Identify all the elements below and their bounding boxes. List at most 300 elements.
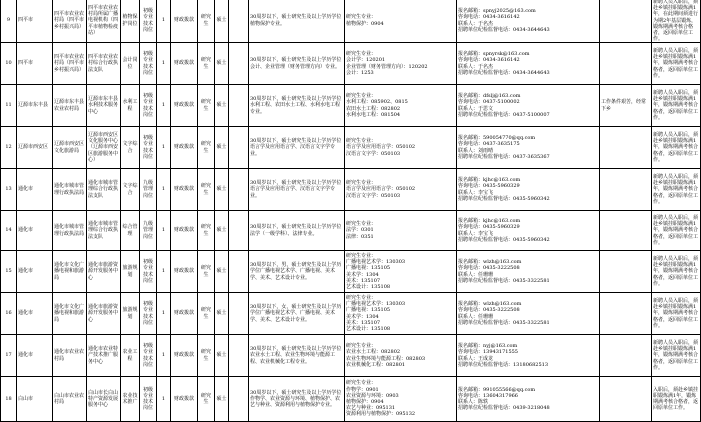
region-cell	[17, 169, 53, 211]
unit-cell-text: 通化市城市管理行政执法局	[54, 224, 85, 237]
education-cell	[198, 335, 215, 377]
major-cell-line: 艺术设计：135108	[346, 325, 391, 332]
requirement-cell-text: 30周岁以下，硕士研究生及以上学历学位法学（一级学科）、法律专业。	[250, 224, 342, 237]
major-cell-line: 植物保护：0904	[346, 399, 384, 405]
contact-cell-line: 联系人：于名杰	[458, 63, 494, 70]
region-cell-text: 白山市	[18, 395, 34, 402]
contact-cell-line: 联系人：任珊珊	[458, 271, 494, 278]
region-cell	[17, 43, 53, 85]
major-cell-line: 美术：135107	[346, 319, 381, 326]
contact-cell-line: 报名邮箱：kjhc@163.com	[458, 177, 521, 184]
contact-cell	[457, 335, 600, 377]
contact-cell-line: 联系人：于思文	[458, 105, 494, 112]
major-cell-line: 法律：0351	[346, 233, 374, 240]
remark-cell	[600, 211, 652, 251]
office-cell-text: 辽源市西安区文化服务中心（辽源市西安区旅游服务中心）	[88, 131, 119, 163]
row-number-text: 17	[5, 352, 12, 359]
table-row	[1, 169, 701, 211]
major-cell	[345, 377, 457, 422]
position-cell	[121, 127, 140, 169]
row-number	[1, 0, 17, 43]
row-number-text: 9	[6, 17, 11, 24]
degree-cell-text: 硕士	[216, 268, 227, 275]
major-cell	[345, 335, 457, 377]
region-cell	[17, 293, 53, 335]
contact-cell-line: 联系人：刘雨晴	[458, 147, 494, 154]
funding-cell	[171, 211, 198, 251]
position-cell-text: 文字综合	[122, 141, 138, 154]
funding-cell-text: 财政拨款	[173, 395, 194, 402]
major-cell-line: 研究生专业：	[346, 252, 377, 259]
major-cell-line: 研究生专业：	[346, 294, 377, 301]
requirement-cell-text: 30周岁以下，硕士研究生及以上学历学位语言学及应用语言学、汉语言文字学专业。	[250, 138, 342, 157]
row-number-text: 10	[5, 60, 12, 67]
row-number-text: 18	[5, 395, 12, 402]
contact-cell-line: 招聘单位纪检监督电话：0434-3644643	[458, 69, 550, 76]
contact-cell-line: 招聘单位纪检监督电话：0435-5960342	[458, 195, 550, 202]
funding-cell-text: 财政拨款	[173, 60, 194, 67]
row-number-text: 15	[5, 268, 12, 275]
office-cell	[87, 0, 121, 43]
count-cell-text: 1	[161, 60, 166, 67]
blank-cell	[229, 293, 249, 335]
contact-cell-line: 咨询电话：0435-5960329	[458, 224, 520, 231]
unit-cell	[53, 85, 87, 127]
contact-cell-line: 联系人：陈轶	[458, 399, 489, 405]
contact-cell-line: 报名邮箱：spnyrsk@163.com	[458, 51, 530, 58]
contact-cell-line: 报名邮箱：dfslj@163.com	[458, 93, 521, 100]
degree-cell-text: 硕士	[216, 352, 227, 359]
position-cell-text: 会计岗位	[122, 57, 138, 70]
degree-cell	[215, 335, 229, 377]
unit-cell-text: 通化市文化广播电视和旅游局	[54, 304, 85, 323]
education-cell	[198, 251, 215, 293]
funding-cell	[171, 293, 198, 335]
funding-cell	[171, 335, 198, 377]
row-number	[1, 85, 17, 127]
contact-cell-line: 报名邮箱：590054770@qq.com	[458, 135, 536, 142]
major-cell	[345, 0, 457, 43]
position-cell-text: 农业工程	[122, 349, 138, 362]
requirement-cell-text: 30周岁以下，男，硕士研究生及以上学历学位广播电视艺术学、广播电视、美术学、美术、艺术设计专业。	[250, 262, 342, 281]
education-cell	[198, 43, 215, 85]
contact-cell-line: 报名邮箱：kjhc@163.com	[458, 218, 521, 225]
major-cell	[345, 251, 457, 293]
row-number	[1, 251, 17, 293]
position-cell	[121, 251, 140, 293]
contact-cell	[457, 293, 600, 335]
contact-cell-line: 联系人：王成龙	[458, 355, 494, 362]
contact-cell-line: 报名邮箱：991055566@qq.com	[458, 386, 536, 393]
count-cell	[157, 377, 171, 422]
funding-cell	[171, 377, 198, 422]
degree-cell-text: 硕士	[216, 144, 227, 151]
unit-cell	[53, 377, 87, 422]
education-cell	[198, 377, 215, 422]
degree-cell	[215, 251, 229, 293]
contact-cell-line: 咨询电话：0437-5100002	[458, 99, 520, 106]
funding-cell-text: 财政拨款	[173, 144, 194, 151]
contact-cell-line: 咨询电话：0435-3222508	[458, 307, 520, 314]
office-cell-text: 通化市城市管理综合行政执法支队	[88, 221, 119, 240]
blank-cell	[229, 127, 249, 169]
funding-cell-text: 财政拨款	[173, 102, 194, 109]
major-cell-line: 汉语言文字学：050103	[346, 150, 401, 157]
major-cell-line: 企业管理（财务管理方向）：120202	[346, 63, 428, 70]
table-row	[1, 0, 701, 43]
region-cell-text: 辽源市东丰县	[18, 102, 49, 109]
table-row	[1, 293, 701, 335]
major-cell	[345, 211, 457, 251]
region-cell-text: 通化市	[18, 310, 34, 317]
remark-cell-text: 工作条件艰苦，经常下乡	[601, 99, 647, 112]
region-cell-text: 四平市	[18, 60, 34, 67]
level-cell-text: 初级专业技术岗位	[142, 135, 153, 160]
office-cell	[87, 85, 121, 127]
education-cell-text: 研究生	[200, 99, 211, 112]
row-number	[1, 293, 17, 335]
region-cell	[17, 211, 53, 251]
unit-cell-text: 四平市农业农村局（四平市乡村振兴局）	[54, 54, 85, 73]
table-row	[1, 377, 701, 422]
education-cell-text: 研究生	[200, 392, 211, 405]
note-cell	[652, 293, 701, 335]
funding-cell-text: 财政拨款	[173, 186, 194, 193]
count-cell	[157, 85, 171, 127]
note-cell	[652, 43, 701, 85]
degree-cell-text: 硕士	[216, 17, 227, 24]
level-cell-text: 九级管理岗位	[142, 180, 153, 199]
major-cell-line: 研究生专业：	[346, 343, 377, 350]
contact-cell	[457, 127, 600, 169]
contact-cell-line: 招聘单位纪检监督电话：13180682513	[458, 361, 548, 368]
level-cell-text: 初级专业技术岗位	[142, 259, 153, 284]
degree-cell	[215, 127, 229, 169]
education-cell-text: 研究生	[200, 57, 211, 70]
level-cell	[140, 251, 157, 293]
region-cell	[17, 377, 53, 422]
unit-cell-text: 通化市文化广播电视和旅游局	[54, 262, 85, 281]
note-cell-text: 入职后，须赴乡镇挂职锻炼满1年，锻炼期满考核合格者，返回原单位工作。	[653, 386, 699, 412]
position-cell	[121, 43, 140, 85]
region-cell-text: 通化市	[18, 227, 34, 234]
remark-cell	[600, 169, 652, 211]
major-cell-line: 研究生专业：	[346, 380, 377, 387]
unit-cell-text: 辽源市西安区文化旅游局	[54, 141, 85, 154]
unit-cell	[53, 335, 87, 377]
office-cell	[87, 377, 121, 422]
major-cell-line: 广播电视艺术学：130303	[346, 259, 406, 266]
funding-cell	[171, 169, 198, 211]
education-cell	[198, 293, 215, 335]
region-cell	[17, 335, 53, 377]
degree-cell	[215, 85, 229, 127]
contact-cell	[457, 169, 600, 211]
note-cell-text: 新聘人员入职后，须赴乡镇挂职锻炼满1年，锻炼期满考核合格者，返回原单位工作。	[653, 214, 699, 246]
unit-cell-text: 四平市农业农村局（四平市乡村振兴局）	[54, 11, 85, 30]
major-cell-line: 农业机械化工程：082801	[346, 361, 406, 368]
unit-cell	[53, 293, 87, 335]
note-cell-text: 新聘人员入职后，须赴乡镇挂职锻炼满1年，锻炼期满考核合格者，返回原单位工作。	[653, 339, 699, 371]
region-cell-text: 通化市	[18, 268, 34, 275]
position-cell	[121, 85, 140, 127]
office-cell-text: 通化市农业特产技术推广服务中心	[88, 346, 119, 365]
major-cell-line: 资源利用与植物保护：095132	[346, 411, 416, 418]
note-cell-text: 新聘人员入职后，须赴乡镇挂职锻炼满1年，锻炼期满考核合格者，返回原单位工作。	[653, 47, 699, 79]
requirement-cell	[249, 251, 345, 293]
contact-cell-line: 报名邮箱：wlzh@163.com	[458, 259, 522, 266]
funding-cell	[171, 85, 198, 127]
education-cell-text: 研究生	[200, 14, 211, 27]
position-cell	[121, 169, 140, 211]
region-cell-text: 四平市	[18, 17, 34, 24]
office-cell-text: 四平市农业农村综合行政执法支队	[88, 54, 119, 73]
education-cell	[198, 127, 215, 169]
education-cell-text: 研究生	[200, 183, 211, 196]
table-row	[1, 43, 701, 85]
count-cell-text: 1	[161, 102, 166, 109]
major-cell-line: 美术：135107	[346, 277, 381, 284]
region-cell	[17, 251, 53, 293]
unit-cell-text: 白山市农业农村局	[54, 392, 85, 405]
position-cell-text: 旅游规划	[122, 307, 138, 320]
contact-cell-line: 咨询电话：0437-3635175	[458, 141, 520, 148]
education-cell-text: 研究生	[200, 224, 211, 237]
level-cell	[140, 293, 157, 335]
count-cell	[157, 335, 171, 377]
count-cell	[157, 127, 171, 169]
contact-cell-line: 报名邮箱：wlzh@163.com	[458, 301, 522, 308]
contact-cell-line: 联系人：于名杰	[458, 20, 494, 27]
major-cell-line: 美术学：1304	[346, 271, 379, 278]
education-cell-text: 研究生	[200, 265, 211, 278]
contact-cell-line: 报名邮箱：spnyj2025@163.com	[458, 8, 536, 15]
level-cell	[140, 0, 157, 43]
level-cell-text: 九级管理岗位	[142, 221, 153, 240]
blank-cell	[229, 0, 249, 43]
major-cell-line: 广播电视艺术学：130303	[346, 301, 406, 308]
region-cell	[17, 85, 53, 127]
degree-cell	[215, 43, 229, 85]
contact-cell-line: 联系人：李宝飞	[458, 230, 494, 237]
level-cell	[140, 85, 157, 127]
funding-cell	[171, 0, 198, 43]
remark-cell	[600, 43, 652, 85]
level-cell-text: 初级专业技术岗位	[142, 301, 153, 326]
degree-cell	[215, 293, 229, 335]
degree-cell-text: 硕士	[216, 395, 227, 402]
count-cell	[157, 43, 171, 85]
note-cell-text: 新聘人员入职后，须赴乡镇挂职锻炼满1年，锻炼期满考核合格者，返回原单位工作。	[653, 297, 699, 329]
unit-cell	[53, 251, 87, 293]
region-cell-text: 通化市	[18, 186, 34, 193]
blank-cell	[229, 169, 249, 211]
education-cell	[198, 169, 215, 211]
table-row	[1, 85, 701, 127]
major-cell-line: 农业资源与环境：0903	[346, 392, 399, 399]
row-number	[1, 127, 17, 169]
row-number	[1, 377, 17, 422]
level-cell-text: 初级专业技术岗位	[142, 343, 153, 368]
count-cell-text: 1	[161, 17, 166, 24]
major-cell-line: 农业生物环境与能源工程：082803	[346, 355, 426, 362]
contact-cell	[457, 43, 600, 85]
major-cell-line: 研究生专业：	[346, 180, 377, 187]
count-cell-text: 1	[161, 227, 166, 234]
unit-cell-text: 通化市农业农村局	[54, 349, 85, 362]
level-cell	[140, 211, 157, 251]
funding-cell	[171, 127, 198, 169]
degree-cell	[215, 377, 229, 422]
position-cell-text: 文字综合	[122, 183, 138, 196]
degree-cell-text: 硕士	[216, 227, 227, 234]
major-cell-line: 会计：1253	[346, 69, 374, 76]
count-cell	[157, 211, 171, 251]
contact-cell-line: 咨询电话：13943171555	[458, 349, 518, 356]
contact-cell-line: 咨询电话：0435-3222508	[458, 265, 520, 272]
count-cell-text: 1	[161, 186, 166, 193]
note-cell-text: 新聘人员入职后，须赴乡镇挂职锻炼满1年，锻炼期满考核合格者，返回原单位工作。	[653, 173, 699, 205]
contact-cell-line: 招聘单位纪检监督电话：0437-5100007	[458, 111, 550, 118]
level-cell-text: 初级专业技术岗位	[142, 93, 153, 118]
contact-cell-line: 招聘单位纪检监督电话：0435-3322581	[458, 319, 550, 326]
office-cell-text: 通化市旅游资源开发服务中心	[88, 262, 119, 281]
blank-cell	[229, 85, 249, 127]
note-cell-text: 新聘人员入职后，须赴乡镇挂职锻炼满1年，锻炼期满考核合格者，返回原单位工作。	[653, 255, 699, 287]
unit-cell	[53, 0, 87, 43]
position-cell-text: 旅游规划	[122, 265, 138, 278]
education-cell-text: 研究生	[200, 141, 211, 154]
degree-cell	[215, 169, 229, 211]
major-cell-line: 农田水土工程：082802	[346, 105, 401, 112]
funding-cell-text: 财政拨款	[173, 352, 194, 359]
major-cell-line: 研究生专业：	[346, 93, 377, 100]
requirement-cell	[249, 85, 345, 127]
contact-cell-line: 招聘单位纪检监督电话：0435-5960342	[458, 236, 550, 243]
contact-cell-line: 招聘单位纪检监督电话：0437-3635367	[458, 153, 550, 160]
unit-cell-text: 通化市城市管理行政执法局	[54, 183, 85, 196]
position-cell-text: 植物保护岗位	[122, 14, 138, 27]
position-cell	[121, 377, 140, 422]
requirement-cell	[249, 43, 345, 85]
note-cell	[652, 251, 701, 293]
office-cell	[87, 169, 121, 211]
row-number	[1, 43, 17, 85]
remark-cell	[600, 335, 652, 377]
degree-cell-text: 硕士	[216, 60, 227, 67]
office-cell	[87, 251, 121, 293]
position-cell	[121, 211, 140, 251]
requirement-cell-text: 30周岁以下，硕士研究生及以上学历学位农业水土工程、农业生物环境与能源工程、农业机械化工程专业。	[250, 346, 342, 365]
note-cell	[652, 169, 701, 211]
major-cell-line: 研究生专业：	[346, 51, 377, 58]
note-cell	[652, 377, 701, 422]
contact-cell-line: 咨询电话：0435-5960329	[458, 183, 520, 190]
major-cell-line: 语言学及应用语言学：050102	[346, 186, 416, 193]
major-cell-line: 广播电视：135105	[346, 265, 391, 272]
requirement-cell-text: 30周岁以下，硕士研究生及以上学历学位作物学、农业资源与环境、植物保护、农艺与种业、资源利用与植物保护专业。	[250, 389, 342, 409]
education-cell-text: 研究生	[200, 349, 211, 362]
position-cell	[121, 0, 140, 43]
office-cell-text: 白山市长白山特产资源发展服务中心	[88, 389, 119, 409]
blank-cell	[229, 211, 249, 251]
level-cell	[140, 127, 157, 169]
note-cell	[652, 85, 701, 127]
major-cell-line: 汉语言文字学：050103	[346, 192, 401, 199]
count-cell-text: 1	[161, 268, 166, 275]
major-cell-line: 研究生专业：	[346, 14, 377, 21]
remark-cell	[600, 85, 652, 127]
office-cell	[87, 127, 121, 169]
major-cell-line: 会计学：120201	[346, 57, 386, 64]
major-cell	[345, 43, 457, 85]
row-number	[1, 335, 17, 377]
major-cell-line: 农艺与种业：095131	[346, 405, 396, 412]
contact-cell-line: 联系人：任珊珊	[458, 313, 494, 320]
count-cell	[157, 169, 171, 211]
contact-cell-line: 咨询电话：0434-3616142	[458, 57, 520, 64]
major-cell	[345, 293, 457, 335]
level-cell-text: 初级专业技术岗位	[142, 51, 153, 76]
note-cell	[652, 211, 701, 251]
row-number-text: 11	[5, 102, 12, 109]
major-cell-line: 作物学：0901	[346, 386, 379, 393]
requirement-cell	[249, 127, 345, 169]
level-cell	[140, 335, 157, 377]
note-cell-text: 新聘人员入职后，须赴乡镇挂职锻炼满1年，锻炼期满考核合格者，返回原单位工作。	[653, 131, 699, 163]
position-cell	[121, 335, 140, 377]
funding-cell	[171, 251, 198, 293]
level-cell-text: 初级专业技术岗位	[142, 386, 153, 412]
blank-cell	[229, 335, 249, 377]
count-cell-text: 1	[161, 144, 166, 151]
funding-cell-text: 财政拨款	[173, 17, 194, 24]
major-cell-line: 农业水土工程：082802	[346, 349, 401, 356]
note-cell-text: 新聘人员入职后，须赴乡镇挂职锻炼满1年，在此期间须进行为期2年基层锻炼，锻炼期满考核合格者，返回原单位工作。	[653, 0, 699, 43]
education-cell	[198, 0, 215, 43]
degree-cell-text: 硕士	[216, 102, 227, 109]
note-cell-text: 新聘人员入职后，须赴乡镇挂职锻炼满1年，锻炼期满考核合格者，返回原单位工作。	[653, 89, 699, 121]
unit-cell	[53, 127, 87, 169]
requirement-cell-text: 30周岁以下，女，硕士研究生及以上学历学位广播电视艺术学、广播电视、美术学、美术、艺术设计专业。	[250, 304, 342, 323]
note-cell	[652, 127, 701, 169]
funding-cell-text: 财政拨款	[173, 227, 194, 234]
level-cell	[140, 377, 157, 422]
major-cell-line: 美术学：1304	[346, 313, 379, 320]
row-number-text: 12	[5, 144, 12, 151]
major-cell-line: 研究生专业：	[346, 221, 377, 228]
contact-cell-line: 招聘单位纪检监督电话：0439-3218048	[458, 405, 550, 412]
degree-cell-text: 硕士	[216, 186, 227, 193]
row-number-text: 16	[5, 310, 12, 317]
contact-cell-line: 咨询电话：0434-3616142	[458, 14, 520, 21]
education-cell	[198, 85, 215, 127]
major-cell-line: 法学：0301	[346, 227, 374, 234]
contact-cell	[457, 377, 600, 422]
major-cell	[345, 85, 457, 127]
region-cell	[17, 0, 53, 43]
office-cell	[87, 211, 121, 251]
table-row	[1, 335, 701, 377]
education-cell	[198, 211, 215, 251]
remark-cell	[600, 251, 652, 293]
region-cell	[17, 127, 53, 169]
row-number	[1, 211, 17, 251]
contact-cell-line: 联系人：李宝飞	[458, 189, 494, 196]
row-number-text: 13	[5, 186, 12, 193]
blank-cell	[229, 377, 249, 422]
row-number	[1, 169, 17, 211]
